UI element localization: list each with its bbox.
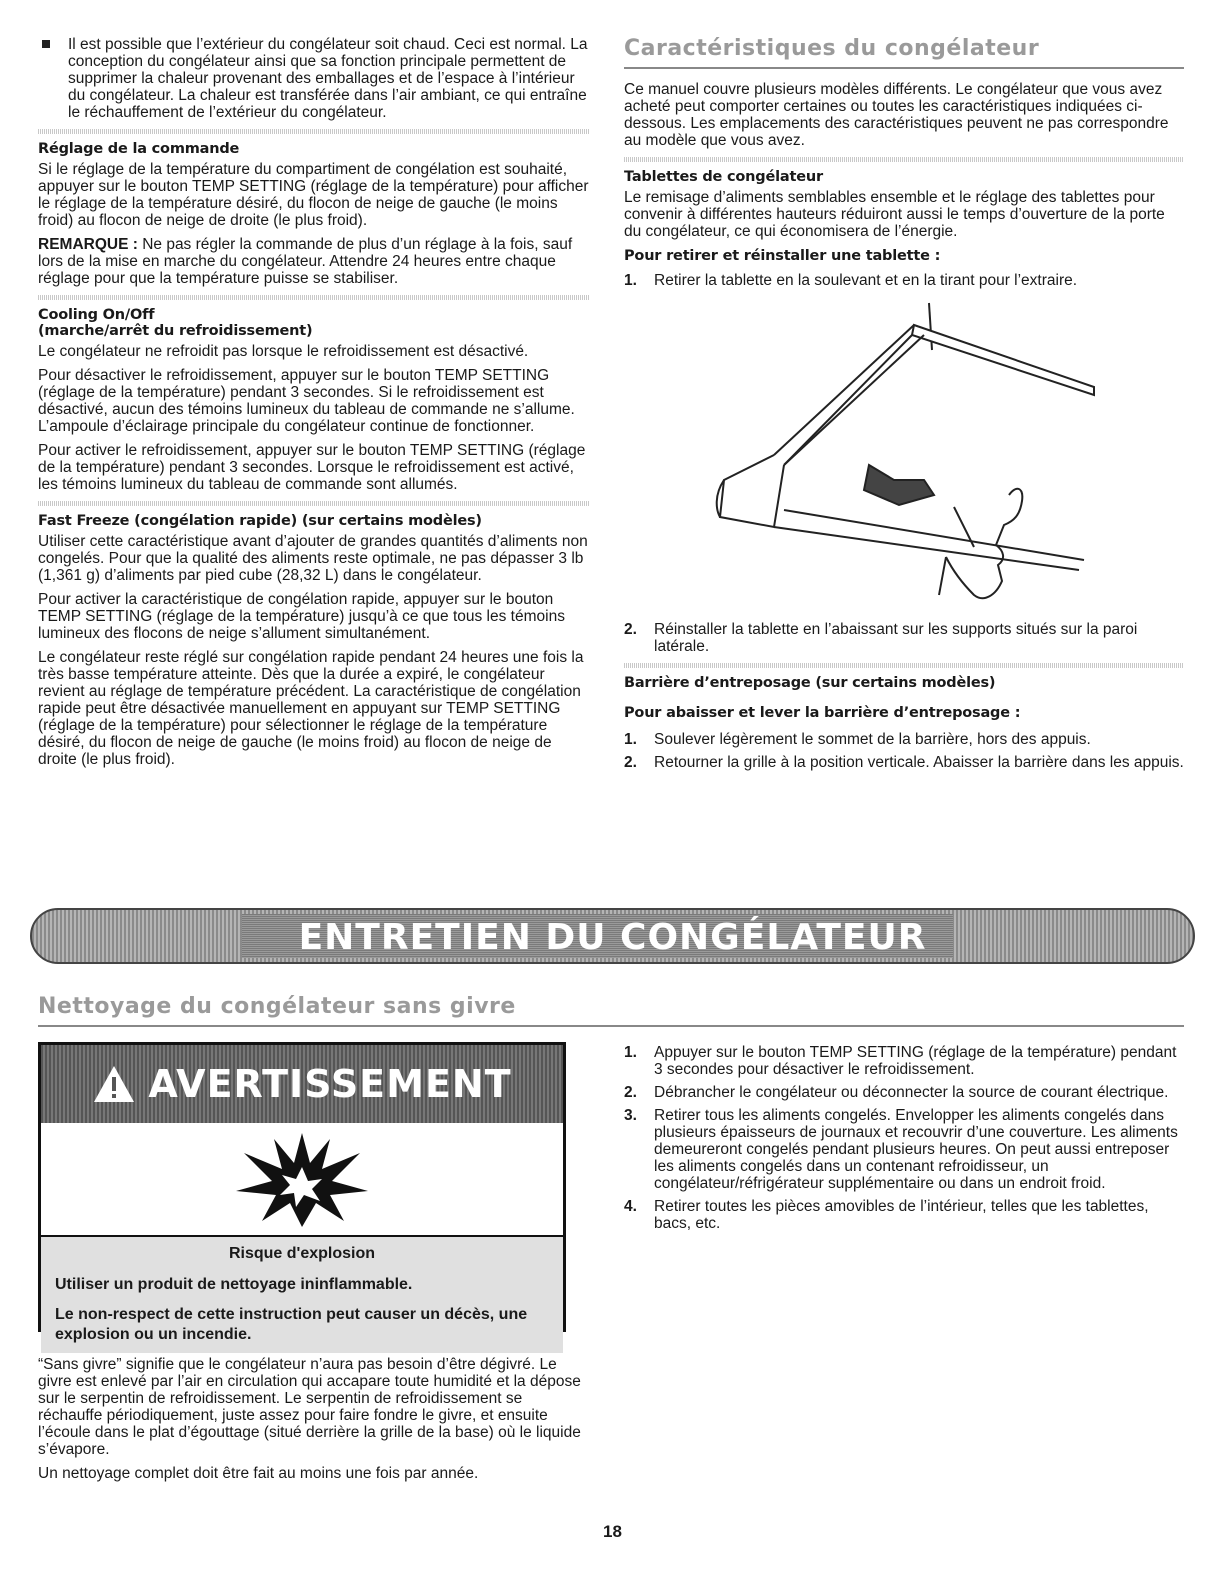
section-banner — [30, 908, 1195, 964]
warning-line-1: Utiliser un produit de nettoyage ininflammable. — [55, 1276, 413, 1293]
warning-risk: Risque d'explosion — [228, 1245, 376, 1262]
annual-cleaning-paragraph: Un nettoyage complet doit être fait au moins une fois par année. — [38, 1465, 479, 1482]
section-divider — [624, 157, 1184, 162]
cooling-paragraph-1: Le congélateur ne refroidit pas lorsque le refroidissement est désactivé. — [38, 343, 529, 360]
heading-rule — [624, 67, 1184, 69]
bullet-square-icon — [42, 40, 50, 48]
warning-triangle-icon — [92, 1064, 136, 1104]
remove-shelf-steps-a — [624, 272, 1184, 289]
list-item: 2. Débrancher le congélateur ou déconnecter la source de courant électrique. — [624, 1084, 1169, 1101]
remove-shelf-steps-b — [624, 621, 1184, 655]
frost-free-paragraph: “Sans givre” signifie que le congélateur n’aura pas besoin d’être dégivré. Le givre est enlevé par l’air en circulation qui accapare toute humidité et la dépose sur le serpentin de refroidissement. Le serpentin de refroidissement se réchauffe périodiquement, juste assez pour faire fondre le givre, et ensuite l’écoule dans le plat d’égouttage (situé derrière la grille de la base) où le liquide s’évapore. — [38, 1356, 581, 1458]
remarque-label: REMARQUE : — [38, 236, 138, 253]
list-item: 4. Retirer toutes les pièces amovibles de l’intérieur, telles que les tablettes, bacs, etc. — [624, 1198, 1149, 1232]
list-item: 2. Réinstaller la tablette en l’abaissant sur les supports situés sur la paroi latérale. — [624, 621, 1138, 655]
section-divider — [38, 501, 590, 506]
shelves-paragraph: Le remisage d’aliments semblables ensemble et le réglage des tablettes pour convenir à différentes hauteurs réduiront aussi le temps d’ouverture de la porte du congélateur, ce qui économisera de l’énergie. — [624, 189, 1165, 240]
fast-freeze-heading: Fast Freeze (congélation rapide) (sur certains modèles) — [38, 513, 482, 529]
heading-rule — [38, 1025, 1184, 1027]
page-number: 18 — [603, 1522, 622, 1541]
fast-freeze-paragraph-3: Le congélateur reste réglé sur congélation rapide pendant 24 heures une fois la très basse température atteinte. Dès que la durée a expiré, le congélateur revient au réglage de température précédent. La caractéristique de congélation rapide peut être désactivée manuellement en appuyant sur TEMP SETTING (réglage de la température) pour sélectionner le réglage de la température désiré, du flocon de neige de gauche (le moins froid) au flocon de neige de droite (le plus froid). — [38, 649, 584, 768]
list-item: 1. Soulever légèrement le sommet de la barrière, hors des appuis. — [624, 731, 1091, 748]
fast-freeze-paragraph-1: Utiliser cette caractéristique avant d’ajouter de grandes quantités d’aliments non congelés. Pour que la qualité des aliments reste optimale, ne pas dépasser 3 lb (1,361 g) d’aliments par pied cube (28,32 L) dans le congélateur. — [38, 533, 588, 584]
fast-freeze-paragraph-2: Pour activer la caractéristique de congélation rapide, appuyer sur le bouton TEMP SETTING (réglage de la température) jusqu’à ce que tous les témoins lumineux des flocons de neige s’allument simultanément. — [38, 591, 565, 642]
banner-title: ENTRETIEN DU CONGÉLATEUR — [298, 917, 927, 958]
list-item: 2. Retourner la grille à la position verticale. Abaisser la barrière dans les appuis. — [624, 754, 1184, 771]
lower-gate-heading: Pour abaisser et lever la barrière d’entreposage : — [624, 705, 1021, 721]
storage-gate-heading: Barrière d’entreposage (sur certains modèles) — [624, 675, 996, 691]
cooling-heading: Cooling On/Off — [38, 307, 155, 323]
warning-header — [41, 1045, 563, 1123]
cleaning-left-text — [38, 1356, 590, 1489]
cleaning-steps — [624, 1044, 1180, 1238]
cooling-subheading: (marche/arrêt du refroidissement) — [38, 323, 313, 339]
reglage-heading: Réglage de la commande — [38, 141, 240, 157]
list-item: 1. Retirer la tablette en la soulevant et en la tirant pour l’extraire. — [624, 272, 1078, 289]
left-column — [38, 36, 590, 775]
remove-shelf-heading: Pour retirer et réinstaller une tablette : — [624, 248, 941, 264]
cleaning-heading: Nettoyage du congélateur sans givre — [38, 994, 516, 1019]
section-divider — [38, 129, 590, 134]
features-heading: Caractéristiques du congélateur — [624, 36, 1040, 61]
cleaning-header — [38, 994, 1184, 1039]
section-divider — [38, 295, 590, 300]
gate-steps — [624, 731, 1184, 771]
warm-exterior-bullet: Il est possible que l’extérieur du congélateur soit chaud. Ceci est normal. La conception du congélateur ainsi que sa fonction principale permettent de supprimer la chaleur provenant des emballages et de l’espace à l’intérieur du congélateur. La chaleur est transférée dans l’air ambiant, ce qui entraîne le réchauffement de l’extérieur du congélateur. — [38, 36, 590, 121]
features-intro: Ce manuel couvre plusieurs modèles différents. Le congélateur que vous avez acheté peut comporter certaines ou toutes les caractéristiques indiquées ci-dessous. Les emplacements des caractéristiques peuvent ne pas correspondre au modèle que vous avez. — [624, 81, 1169, 149]
reglage-paragraph: Si le réglage de la température du compartiment de congélation est souhaité, appuyer sur le bouton TEMP SETTING (réglage de la température) pour afficher le réglage de la température désiré, du flocon de neige de gauche (le moins froid) au flocon de neige de droite (le plus froid). — [38, 161, 589, 229]
cooling-paragraph-3: Pour activer le refroidissement, appuyer sur le bouton TEMP SETTING (réglage de la température) pendant 3 secondes. Lorsque le refroidissement est activé, les témoins lumineux du tableau de commande sont allumés. — [38, 442, 586, 493]
warning-title: AVERTISSEMENT — [148, 1062, 512, 1106]
section-divider — [624, 663, 1184, 668]
warning-box — [38, 1042, 566, 1343]
explosion-icon — [41, 1123, 563, 1237]
right-column — [624, 36, 1184, 777]
cooling-paragraph-2: Pour désactiver le refroidissement, appuyer sur le bouton TEMP SETTING (réglage de la température) pendant 3 secondes. Si le refroidissement est désactivé, aucun des témoins lumineux du tableau de commande ne s’allume. L’ampoule d’éclairage principale du congélateur continue de fonctionner. — [38, 367, 575, 435]
shelves-heading: Tablettes de congélateur — [624, 169, 823, 185]
list-item: 1. Appuyer sur le bouton TEMP SETTING (réglage de la température) pendant 3 secondes pour désactiver le refroidissement. — [624, 1044, 1177, 1078]
remarque-paragraph — [38, 236, 590, 287]
remarque-text: Ne pas régler la commande de plus d’un réglage à la fois, sauf lors de la mise en marche du congélateur. Attendre 24 heures entre chaque réglage pour que la température puisse se stabiliser. — [38, 236, 573, 287]
list-item: 3. Retirer tous les aliments congelés. Envelopper les aliments congelés dans plusieurs épaisseurs de journaux et recouvrir d’une couverture. Les aliments demeureront congelés pendant plusieurs heures. On peut aussi entreposer les aliments congelés dans un contenant refroidisseur, un congélateur/réfrigérateur supplémentaire ou dans un endroit froid. — [624, 1107, 1178, 1192]
shelf-removal-illustration — [624, 295, 1184, 615]
warning-body — [41, 1237, 563, 1353]
cleaning-steps-list — [624, 1044, 1180, 1232]
warning-line-2: Le non-respect de cette instruction peut causer un décès, une explosion ou un incendie. — [55, 1306, 528, 1343]
